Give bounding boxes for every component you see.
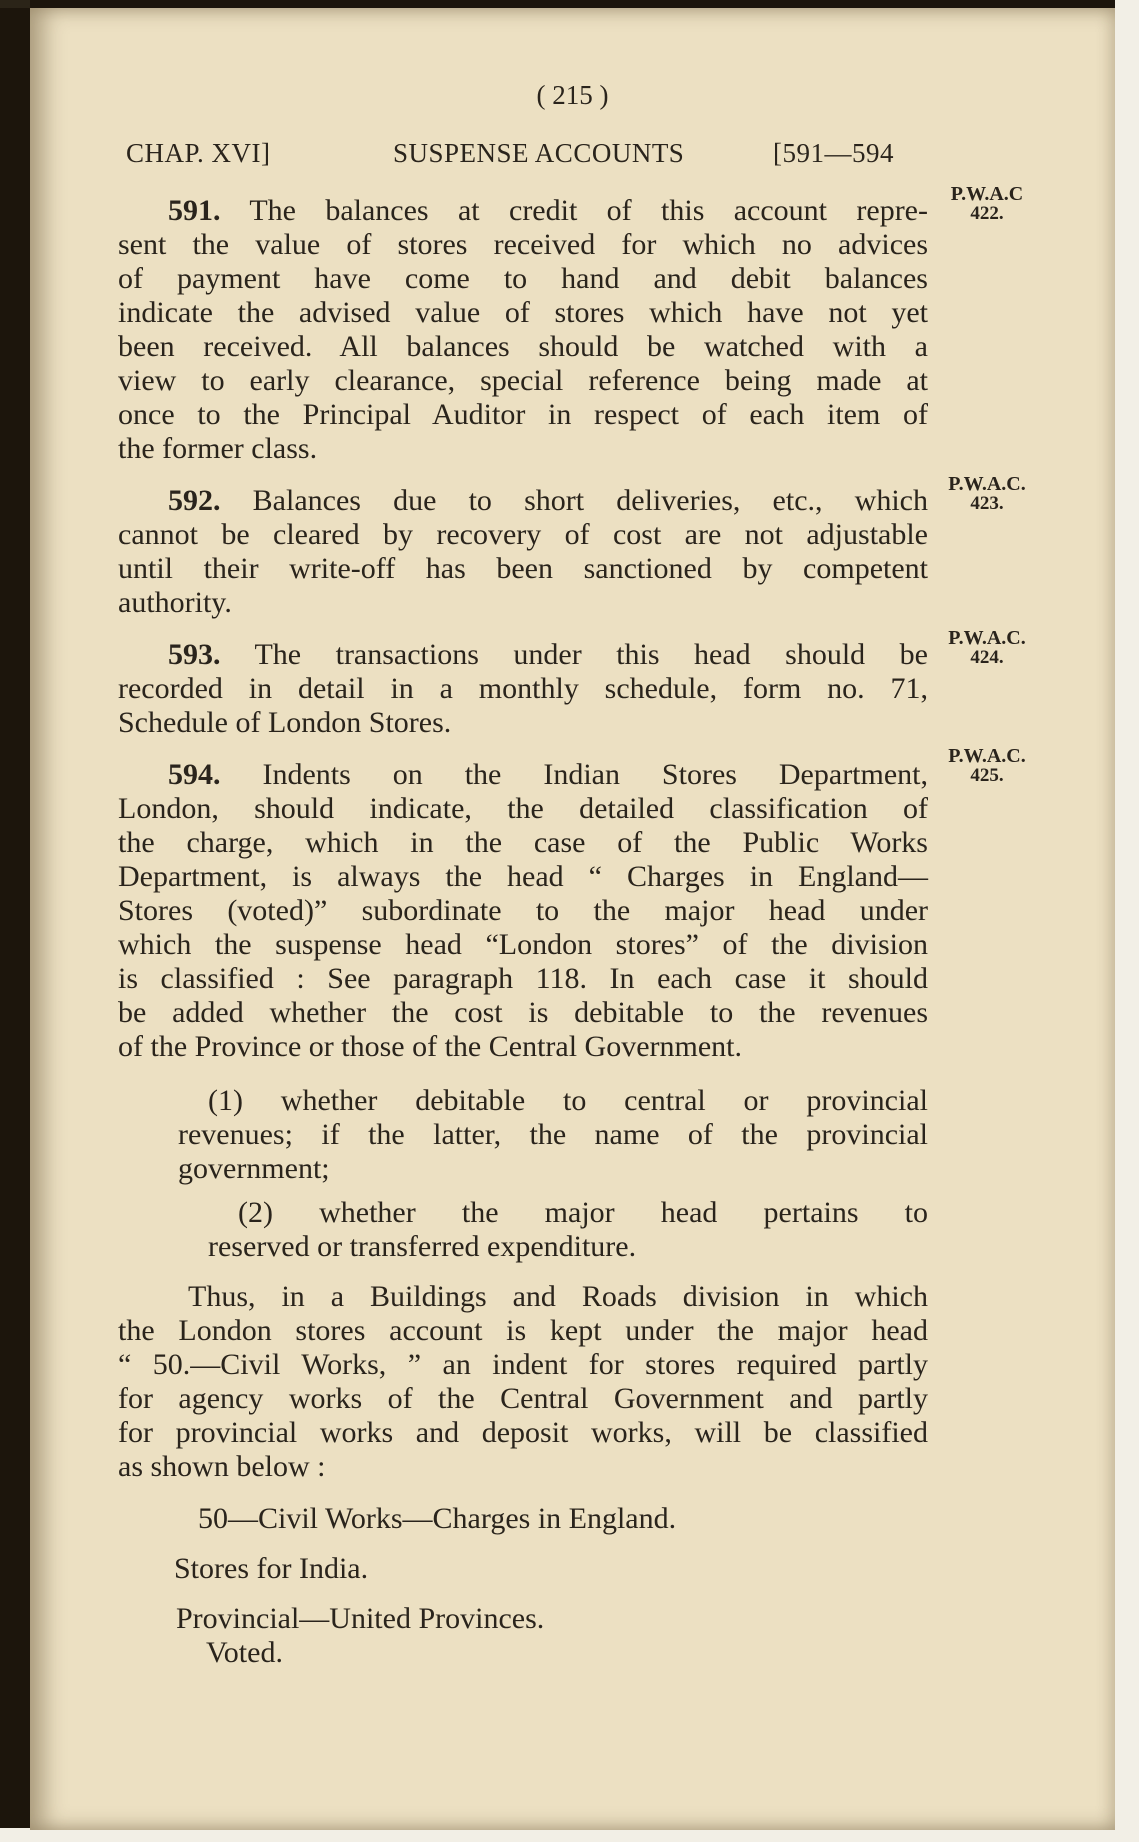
header-paragraph-range: [591—594: [773, 138, 894, 168]
paragraph-number: 594.: [168, 758, 221, 791]
margin-reference-592: P.W.A.C. 423.: [948, 473, 1026, 514]
margin-reference-591: P.W.A.C 422.: [950, 183, 1024, 224]
subitem-2: (2) whether the major head pertains to reserved or transferred expenditure.: [208, 1196, 928, 1263]
header-title: SUSPENSE ACCOUNTS: [393, 138, 685, 168]
margin-reference-593: P.W.A.C. 424.: [948, 627, 1026, 668]
paragraph-594: 594. Indents on the Indian Stores Department, London, should indicate, the detailed classification of the charge, which in the case of the Public Works Department, is always the head “ Charges in England— Stores (voted)” subordinate to the major head under which the suspense head “London stores” of the division is classified : See paragraph 118. In each case it should be added whether the cost is debitable to the revenues of the Province or those of the Central Government.: [118, 758, 928, 1063]
classification-line-4: Voted.: [206, 1636, 283, 1669]
header-chapter: CHAP. XVI]: [126, 138, 271, 168]
scan-bottom-margin: [0, 1828, 1139, 1842]
thus-paragraph: Thus, in a Buildings and Roads division in which the London stores account is kept under the major head “ 50.—Civil Works, ” an indent for stores required partly for agency works of the Central Government and partly for provincial works and deposit works, will be classified as shown below :: [118, 1280, 928, 1483]
scan-binding-edge: [0, 8, 30, 1830]
scan-right-margin: [1115, 0, 1139, 1842]
classification-line-1: 50—Civil Works—Charges in England.: [198, 1502, 677, 1535]
paragraph-number: 592.: [168, 484, 221, 517]
running-header: [126, 138, 946, 174]
paragraph-number: 593.: [168, 638, 221, 671]
book-page: [30, 8, 1115, 1830]
classification-line-3: Provincial—United Provinces.: [176, 1602, 545, 1635]
paragraph-592: 592. Balances due to short deliveries, etc., which cannot be cleared by recovery of cost are not adjustable until their write-off has been sanctioned by competent authority.: [118, 484, 928, 619]
paragraph-593: 593. The transactions under this head should be recorded in detail in a monthly schedule, form no. 71, Schedule of London Stores.: [118, 638, 928, 739]
page-number: ( 215 ): [536, 80, 609, 110]
margin-reference-594: P.W.A.C. 425.: [948, 745, 1026, 786]
classification-line-2: Stores for India.: [174, 1552, 369, 1585]
paragraph-number: 591.: [168, 194, 221, 227]
subitem-1: (1) whether debitable to central or provincial revenues; if the latter, the name of the provincial government;: [178, 1084, 928, 1185]
paragraph-591: 591. The balances at credit of this account repre- sent the value of stores received for which no advices of payment have come to hand and debit balances indicate the advised value of stores which have not yet been received. All balances should be watched with a view to early clearance, special reference being made at once to the Principal Auditor in respect of each item of the former class.: [118, 194, 928, 465]
